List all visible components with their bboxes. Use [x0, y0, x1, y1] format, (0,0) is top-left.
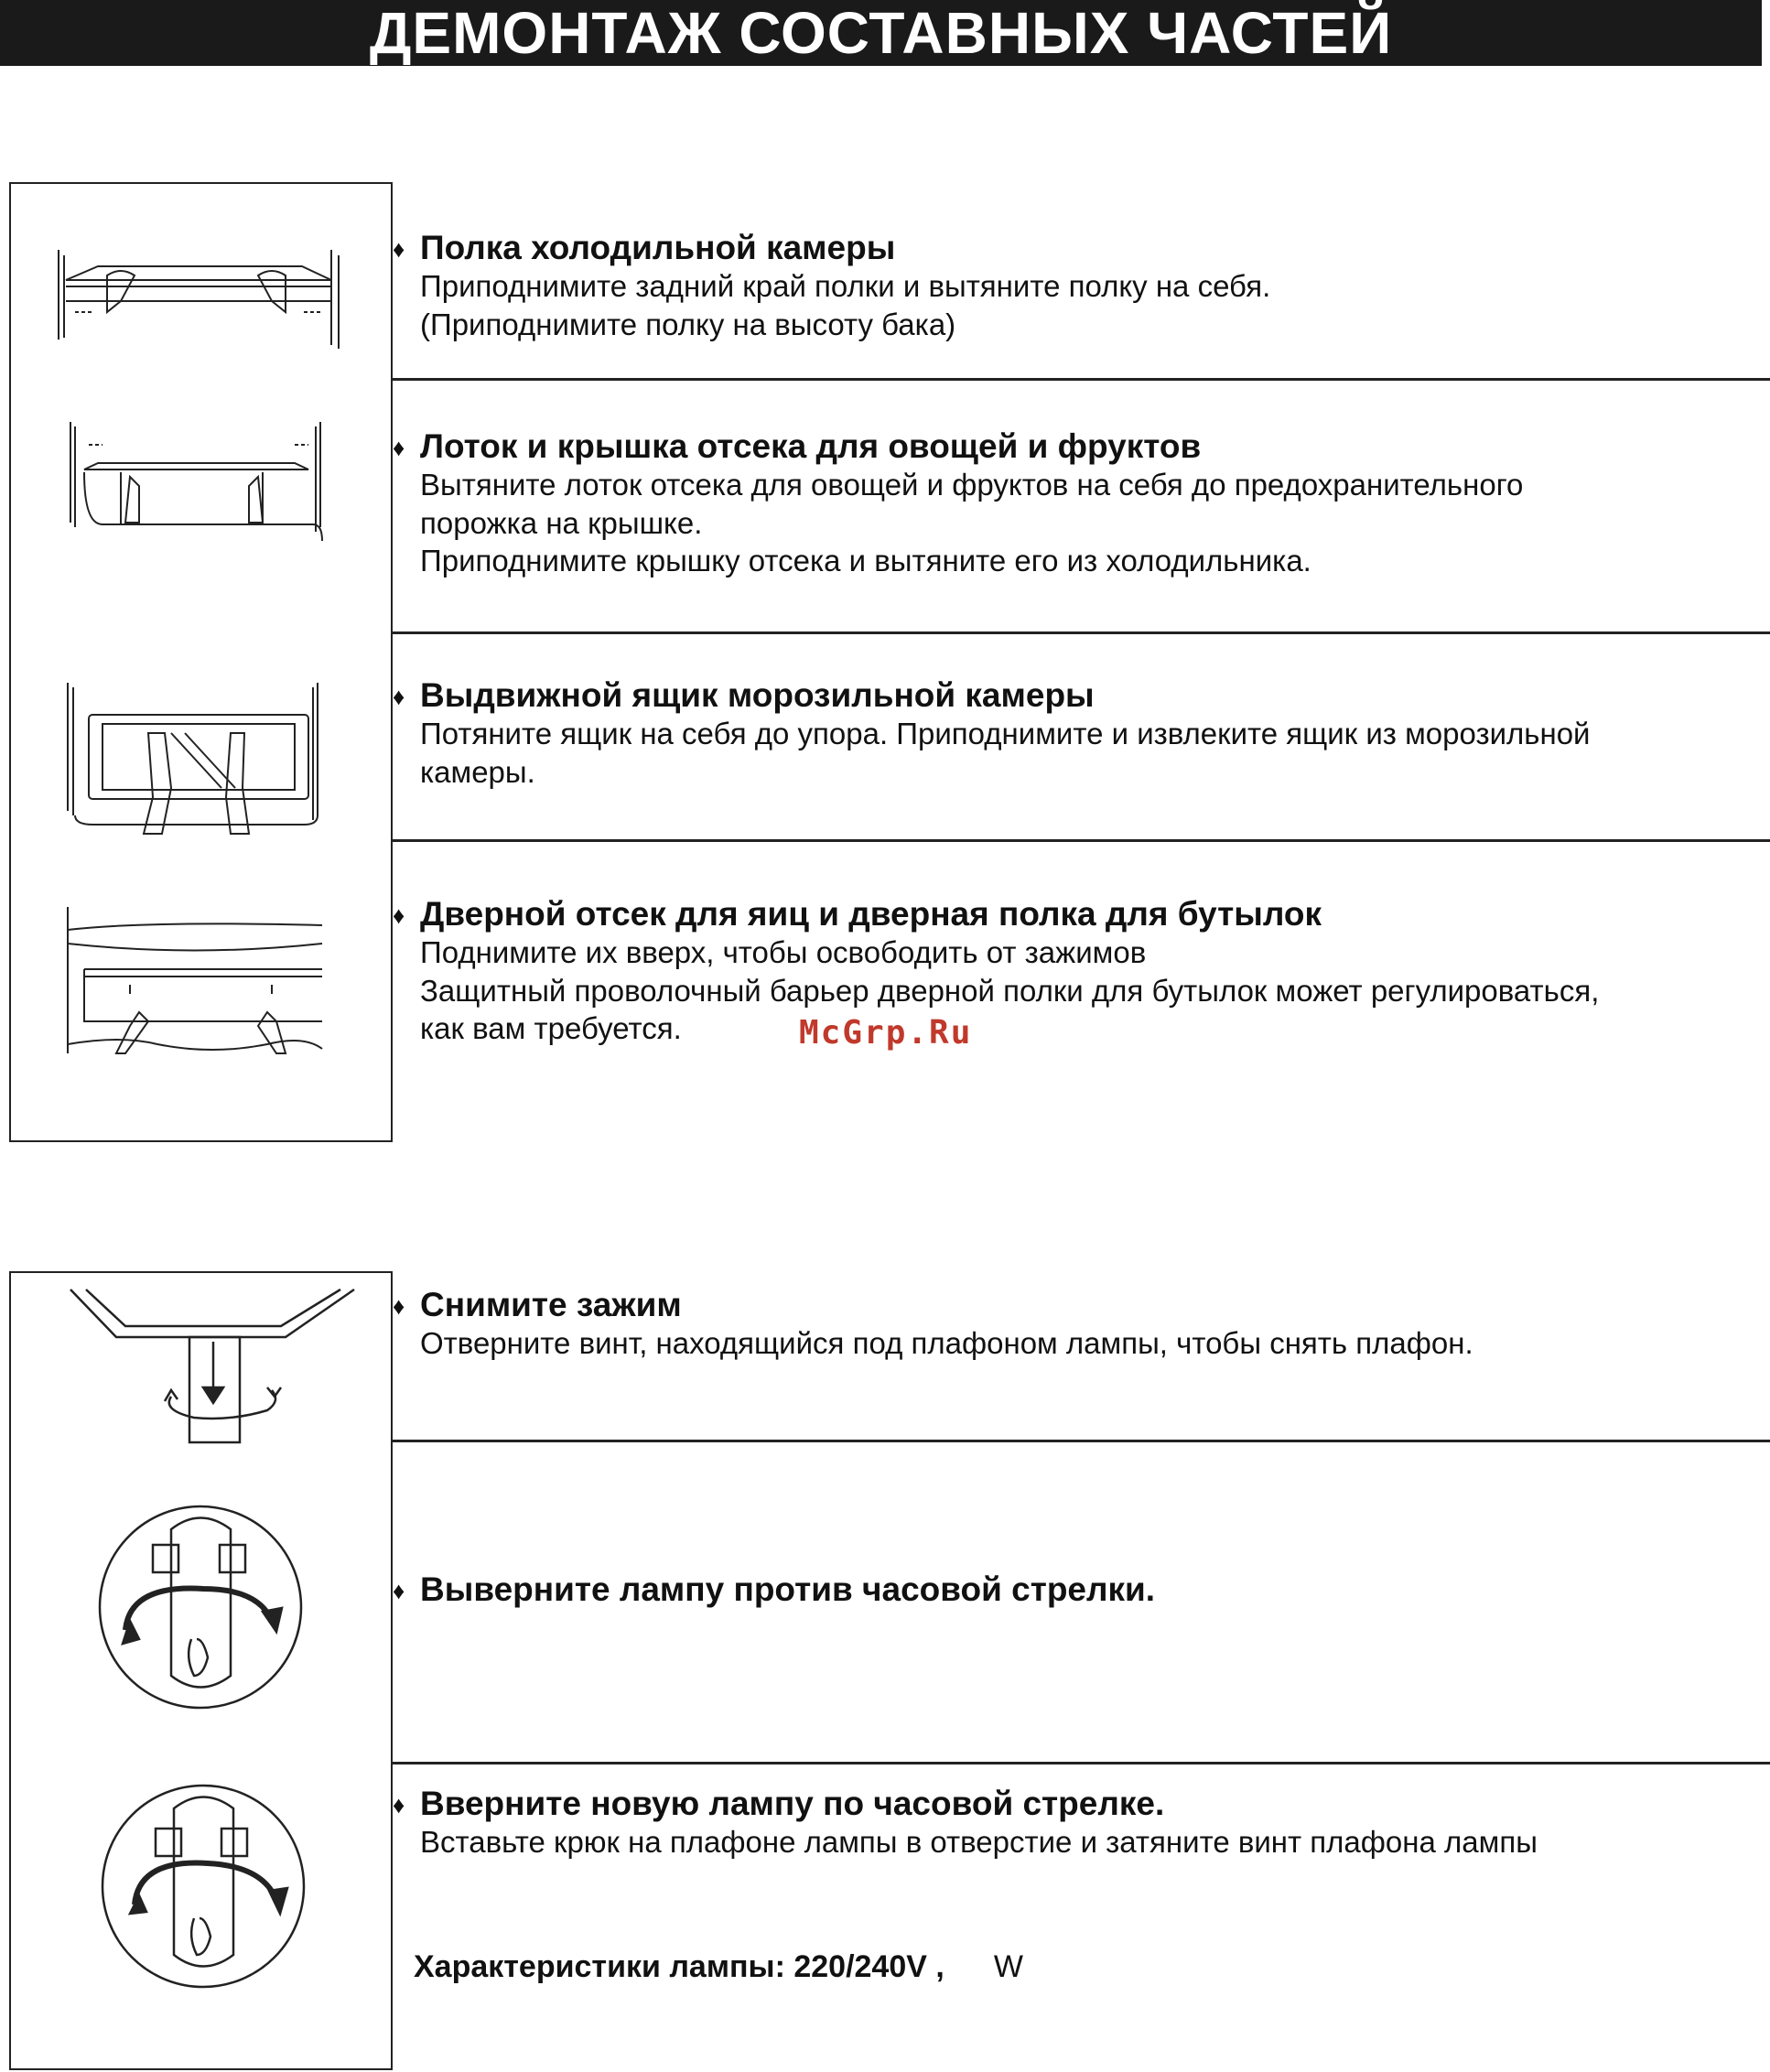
item-text: Вытяните лоток отсека для овощей и фруктов на себя до предохранительного	[420, 468, 1524, 502]
instruction-screw-new-lamp	[393, 1785, 1747, 1862]
title-bar	[0, 0, 1762, 66]
bullet: ♦	[393, 901, 405, 929]
item-text: Отверните винт, находящийся под плафоном лампы, чтобы снять плафон.	[420, 1326, 1473, 1360]
bullet: ♦	[393, 1577, 405, 1604]
lamp-unscrew-illustration	[100, 1506, 301, 1708]
shelf-illustration	[59, 250, 339, 349]
illustrations-panel-1	[9, 182, 393, 1142]
divider	[393, 1762, 1770, 1764]
item-heading: Дверной отсек для яиц и дверная полка для бутылок	[420, 895, 1322, 933]
item-heading: Снимите зажим	[420, 1286, 682, 1323]
watermark: McGrp.Ru	[799, 1014, 973, 1052]
item-heading: Полка холодильной камеры	[420, 229, 896, 266]
bullet: ♦	[393, 683, 405, 710]
bullet: ♦	[393, 235, 405, 263]
item-text: как вам требуется.	[420, 1011, 682, 1045]
divider	[393, 378, 1770, 381]
divider	[393, 631, 1770, 634]
item-text: Защитный проволочный барьер дверной полки для бутылок может регулироваться,	[420, 973, 1600, 1008]
item-text: (Приподнимите полку на высоту бака)	[420, 307, 956, 341]
instruction-door-shelf	[393, 895, 1747, 1048]
item-heading: Выверните лампу против часовой стрелки.	[420, 1570, 1156, 1608]
door-shelf-illustration	[68, 907, 322, 1053]
bullet: ♦	[393, 1791, 405, 1818]
item-text: Приподнимите крышку отсека и вытяните его из холодильника.	[420, 544, 1311, 577]
item-text: камеры.	[420, 754, 535, 789]
illustrations-panel-2	[9, 1271, 393, 2070]
item-text: Потяните ящик на себя до упора. Приподнимите и извлеките ящик из морозильной	[420, 717, 1591, 750]
spec-watt: W	[993, 1949, 1023, 1984]
item-text: Вставьте крюк на плафоне лампы в отверстие и затяните винт плафона лампы	[420, 1825, 1538, 1859]
bullet: ♦	[393, 1292, 405, 1320]
freezer-drawer-illustration	[68, 683, 318, 834]
item-heading: Выдвижной ящик морозильной камеры	[420, 676, 1095, 714]
spec-label: Характеристики лампы: 220/240	[414, 1949, 907, 1984]
lamp-specs	[414, 1949, 1023, 1985]
instruction-freezer-drawer	[393, 676, 1747, 791]
item-text: Поднимите их вверх, чтобы освободить от зажимов	[420, 935, 1147, 969]
drawer-illustration	[70, 422, 322, 541]
spec-volt: V ,	[906, 1949, 944, 1984]
lamp-screw-in-illustration	[103, 1786, 304, 1987]
page-title: ДЕМОНТАЖ СОСТАВНЫХ ЧАСТЕЙ	[369, 0, 1393, 66]
divider	[393, 1440, 1770, 1442]
item-heading: Лоток и крышка отсека для овощей и фруктов	[420, 427, 1202, 465]
instruction-vegetable-drawer	[393, 427, 1747, 580]
bullet: ♦	[393, 434, 405, 461]
instruction-remove-clip	[393, 1286, 1747, 1363]
instruction-shelf	[393, 229, 1747, 343]
lamp-cover-illustration	[70, 1290, 354, 1442]
item-heading: Вверните новую лампу по часовой стрелке.	[420, 1785, 1165, 1822]
instruction-unscrew-lamp	[393, 1570, 1747, 1609]
divider	[393, 839, 1770, 842]
item-text: порожка на крышке.	[420, 505, 703, 540]
item-text: Приподнимите задний край полки и вытяните полку на себя.	[420, 269, 1271, 303]
